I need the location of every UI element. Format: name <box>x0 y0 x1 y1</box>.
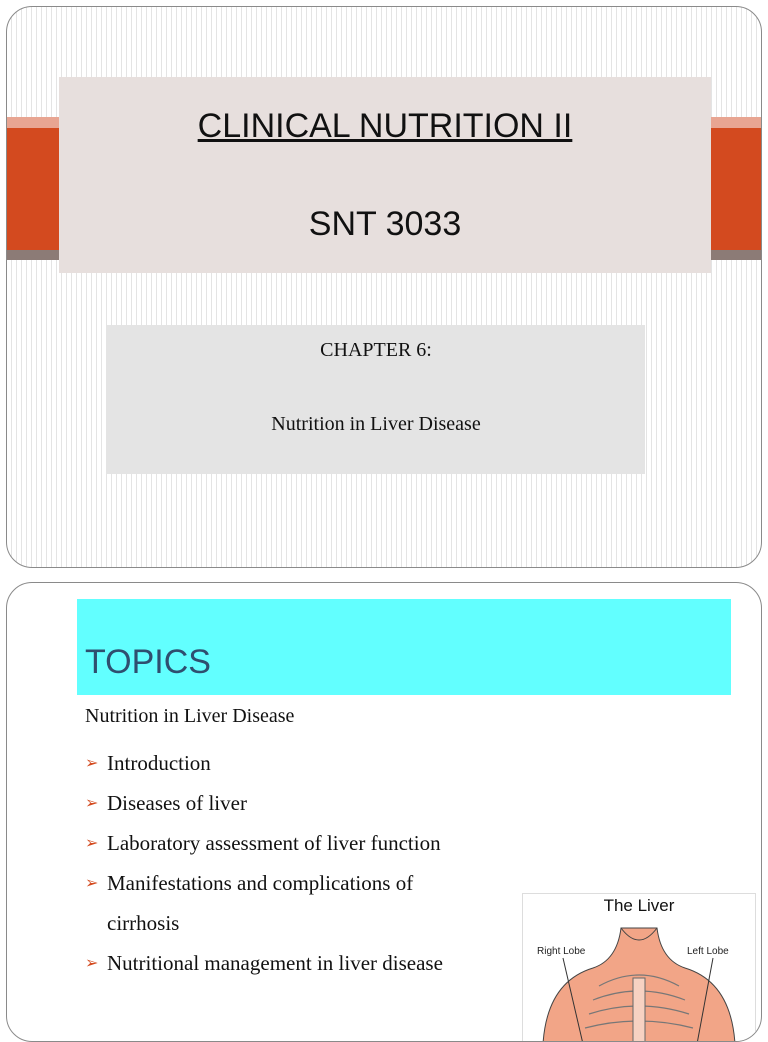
left-lobe-label: Left Lobe <box>687 946 729 957</box>
liver-illustration <box>522 893 756 1042</box>
topics-header <box>77 599 731 695</box>
arrow-bullet-icon: ➢ <box>85 793 99 812</box>
list-item: ➢ Nutritional management in liver disease <box>85 943 443 983</box>
title-box <box>59 77 711 273</box>
title-slide <box>6 6 762 568</box>
list-item: ➢ Diseases of liver <box>85 783 443 823</box>
torso-drawing-icon <box>523 894 755 1042</box>
chapter-title: Nutrition in Liver Disease <box>271 413 481 435</box>
list-item: ➢ Laboratory assessment of liver function <box>85 823 443 863</box>
arrow-bullet-icon: ➢ <box>85 833 99 852</box>
arrow-bullet-icon: ➢ <box>85 953 99 972</box>
list-item: ➢ Manifestations and complications of <box>85 863 443 903</box>
arrow-bullet-icon: ➢ <box>85 873 99 892</box>
right-lobe-label: Right Lobe <box>537 946 586 957</box>
arrow-bullet-icon: ➢ <box>85 753 99 772</box>
chapter-label: CHAPTER 6: <box>320 339 432 361</box>
course-code: SNT 3033 <box>308 205 462 243</box>
chapter-box <box>107 325 645 474</box>
topics-intro: Nutrition in Liver Disease <box>85 705 295 727</box>
figure-title: The Liver <box>603 896 675 915</box>
topics-slide <box>6 582 762 1042</box>
course-title: CLINICAL NUTRITION II <box>197 107 573 145</box>
list-item: ➢ Introduction <box>85 743 443 783</box>
topics-title: TOPICS <box>85 643 211 681</box>
list-item-continuation: cirrhosis <box>107 911 180 935</box>
topics-list <box>85 743 443 983</box>
